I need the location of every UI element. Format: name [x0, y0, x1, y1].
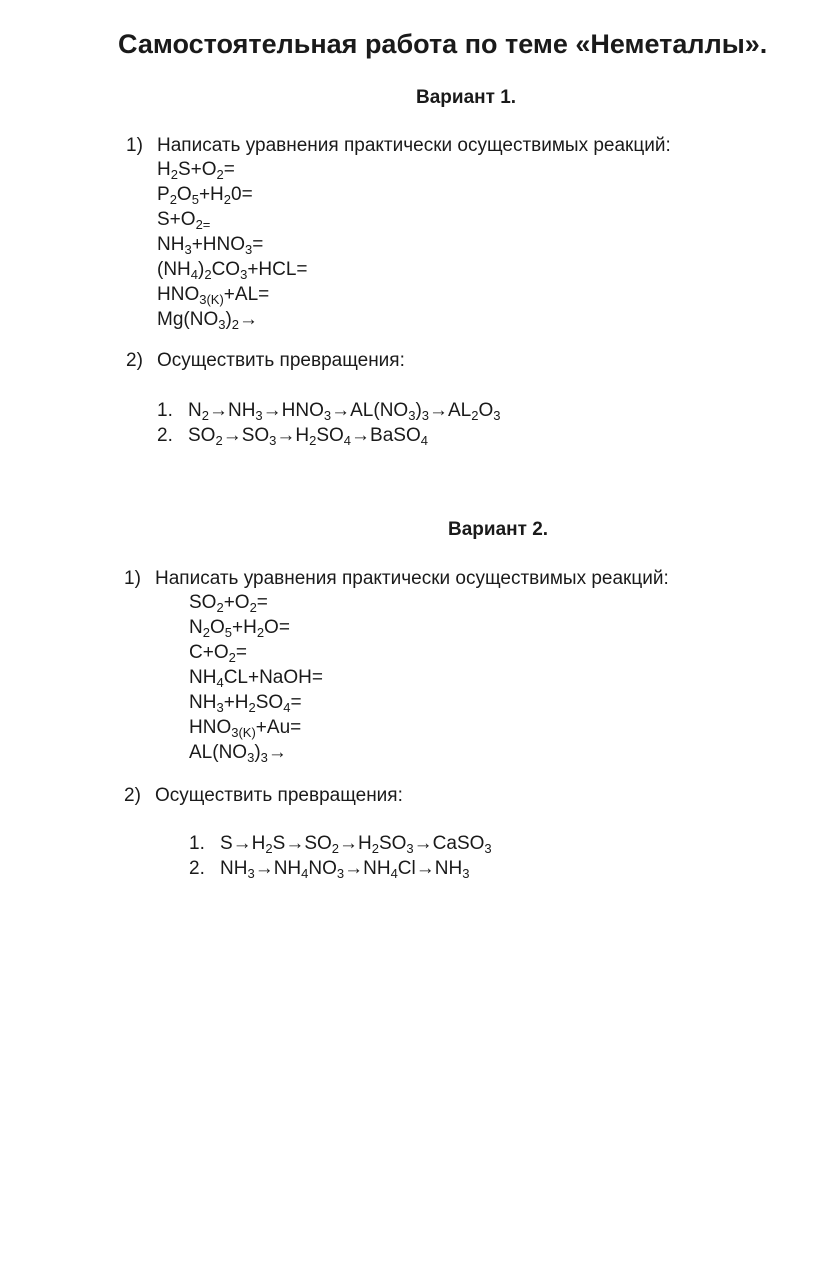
equation-line [189, 691, 323, 716]
subscript: 3 [247, 750, 255, 765]
formula-text: ) [254, 742, 261, 763]
subscript: 2 [201, 408, 209, 423]
equation-line [157, 183, 308, 208]
equation-line [189, 616, 323, 641]
equation-line [189, 591, 323, 616]
subscript: 2 [228, 650, 236, 665]
variant-2-chain-list [189, 832, 492, 882]
chain-number: 2. [189, 858, 205, 879]
formula-text: SO [378, 833, 407, 854]
subscript: 3 [247, 866, 255, 881]
formula-text: O= [264, 617, 290, 638]
chain-line [189, 857, 492, 882]
subscript: 3 [240, 267, 248, 282]
formula-text: →HNO [262, 400, 324, 421]
subscript: 5 [191, 192, 199, 207]
subscript: 2 [248, 700, 256, 715]
subscript: 4 [301, 866, 309, 881]
subscript: 3 [260, 750, 268, 765]
formula-text: = [223, 159, 235, 180]
subscript: 4 [343, 433, 352, 448]
formula-text: = [252, 234, 264, 255]
formula-text: →NH [254, 858, 302, 879]
formula-text: →CaSO [413, 833, 485, 854]
formula-text: ) [225, 309, 232, 330]
formula-text: +O [223, 592, 250, 613]
formula-text: (NH [157, 259, 191, 280]
formula-text: P [157, 184, 170, 205]
formula-text: Cl→NH [397, 858, 463, 879]
subscript: 2 [170, 167, 178, 182]
subscript: 2 [256, 625, 265, 640]
subscript: 5 [224, 625, 232, 640]
subscript: 3(K) [199, 292, 224, 307]
formula-text: S→H [220, 833, 266, 854]
subscript: 2 [202, 625, 210, 640]
subscript: 2 [471, 408, 479, 423]
formula-text: →AL [429, 400, 472, 421]
formula-text: →H [339, 833, 372, 854]
chain-line [157, 424, 501, 449]
subscript: 3 [323, 408, 332, 423]
formula-text: →SO [222, 425, 270, 446]
subscript: 3(K) [231, 725, 256, 740]
subscript: 3 [269, 433, 277, 448]
subscript: 2 [223, 192, 231, 207]
equation-line [157, 208, 308, 233]
formula-text: O [478, 400, 494, 421]
subscript: 4 [390, 866, 398, 881]
equation-line [189, 641, 323, 666]
equation-line [189, 666, 323, 691]
variant-2-task-1-text: Написать уравнения практически осуществимых реакций: [155, 568, 669, 589]
equation-line [157, 258, 308, 283]
subscript: 2= [195, 217, 211, 232]
formula-text: NO [308, 858, 337, 879]
variant-1-chain-list [157, 399, 501, 449]
formula-text: +H [231, 617, 257, 638]
subscript: 4 [216, 675, 224, 690]
formula-text: = [290, 692, 302, 713]
subscript: 2 [169, 192, 177, 207]
variant-1-heading: Вариант 1. [416, 87, 517, 108]
formula-text: →AL(NO [331, 400, 409, 421]
formula-text: O [176, 184, 192, 205]
formula-text: →BaSO [351, 425, 421, 446]
formula-text: N [189, 617, 203, 638]
formula-text: AL(NO [189, 742, 248, 763]
formula-text: = [235, 642, 247, 663]
subscript: 4 [190, 267, 199, 282]
subscript: 2 [216, 600, 224, 615]
subscript: 3 [184, 242, 192, 257]
formula-text: C+O [189, 642, 229, 663]
subscript: 3 [336, 866, 345, 881]
equation-line [189, 741, 323, 766]
formula-text: +HCL= [247, 259, 308, 280]
formula-text: ) [198, 259, 205, 280]
subscript: 3 [255, 408, 263, 423]
variant-2-task-2-text: Осуществить превращения: [155, 785, 403, 806]
subscript: 3 [216, 700, 224, 715]
chain-number: 2. [157, 425, 173, 446]
subscript: 2 [216, 167, 224, 182]
formula-text: →NH [208, 400, 256, 421]
variant-1-equation-list [157, 158, 308, 333]
formula-text: → [267, 742, 287, 763]
equation-line [189, 716, 323, 741]
equation-line [157, 233, 308, 258]
variant-1-task-1-number: 1) [126, 135, 143, 156]
formula-text: HNO [189, 717, 232, 738]
formula-text: 0= [231, 184, 253, 205]
subscript: 3 [421, 408, 429, 423]
formula-text: CL+NaOH= [223, 667, 323, 688]
formula-text: → [239, 309, 259, 330]
formula-text: = [256, 592, 268, 613]
variant-1-task-2-text: Осуществить превращения: [157, 350, 405, 371]
subscript: 3 [406, 841, 414, 856]
page-title: Самостоятельная работа по теме «Неметаллы». [118, 29, 768, 59]
formula-text: Mg(NO [157, 309, 219, 330]
formula-text: +H [198, 184, 224, 205]
formula-text: →H [276, 425, 310, 446]
formula-text: H [157, 159, 171, 180]
chain-line [157, 399, 501, 424]
formula-text: NH [189, 667, 217, 688]
variant-2-equation-list [189, 591, 323, 766]
subscript: 2 [309, 433, 317, 448]
subscript: 4 [420, 433, 428, 448]
formula-text: N [188, 400, 202, 421]
subscript: 2 [249, 600, 257, 615]
formula-text: S→SO [272, 833, 332, 854]
subscript: 2 [231, 317, 240, 332]
formula-text: +H [223, 692, 249, 713]
formula-text: NH [220, 858, 248, 879]
subscript: 2 [265, 841, 273, 856]
variant-2-task-1-number: 1) [124, 568, 141, 589]
chain-line [189, 832, 492, 857]
formula-text: SO [255, 692, 284, 713]
formula-text: +HNO [191, 234, 246, 255]
formula-text: S+O [177, 159, 217, 180]
formula-text: NH [157, 234, 185, 255]
subscript: 3 [484, 841, 492, 856]
formula-text: NH [189, 692, 217, 713]
equation-line [157, 283, 308, 308]
formula-text: HNO [157, 284, 200, 305]
subscript: 2 [331, 841, 339, 856]
subscript: 2 [371, 841, 379, 856]
formula-text: ) [415, 400, 422, 421]
formula-text: SO [189, 592, 217, 613]
chain-number: 1. [157, 400, 173, 421]
variant-2-heading: Вариант 2. [448, 519, 549, 540]
subscript: 3 [218, 317, 226, 332]
equation-line [157, 158, 308, 183]
formula-text: SO [316, 425, 344, 446]
formula-text: SO [188, 425, 216, 446]
variant-1-task-2-number: 2) [126, 350, 143, 371]
subscript: 2 [204, 267, 212, 282]
formula-text: →NH [344, 858, 391, 879]
subscript: 4 [283, 700, 291, 715]
equation-line [157, 308, 308, 333]
subscript: 2 [215, 433, 223, 448]
formula-text: +Au= [255, 717, 302, 738]
formula-text: S+O [157, 209, 196, 230]
subscript: 3 [493, 408, 501, 423]
variant-1-task-1-text: Написать уравнения практически осуществимых реакций: [157, 135, 671, 156]
subscript: 3 [462, 866, 470, 881]
subscript: 3 [408, 408, 416, 423]
formula-text: +AL= [223, 284, 270, 305]
variant-2-task-2-number: 2) [124, 785, 141, 806]
chain-number: 1. [189, 833, 205, 854]
formula-text: CO [211, 259, 241, 280]
subscript: 3 [245, 242, 253, 257]
formula-text: O [209, 617, 225, 638]
